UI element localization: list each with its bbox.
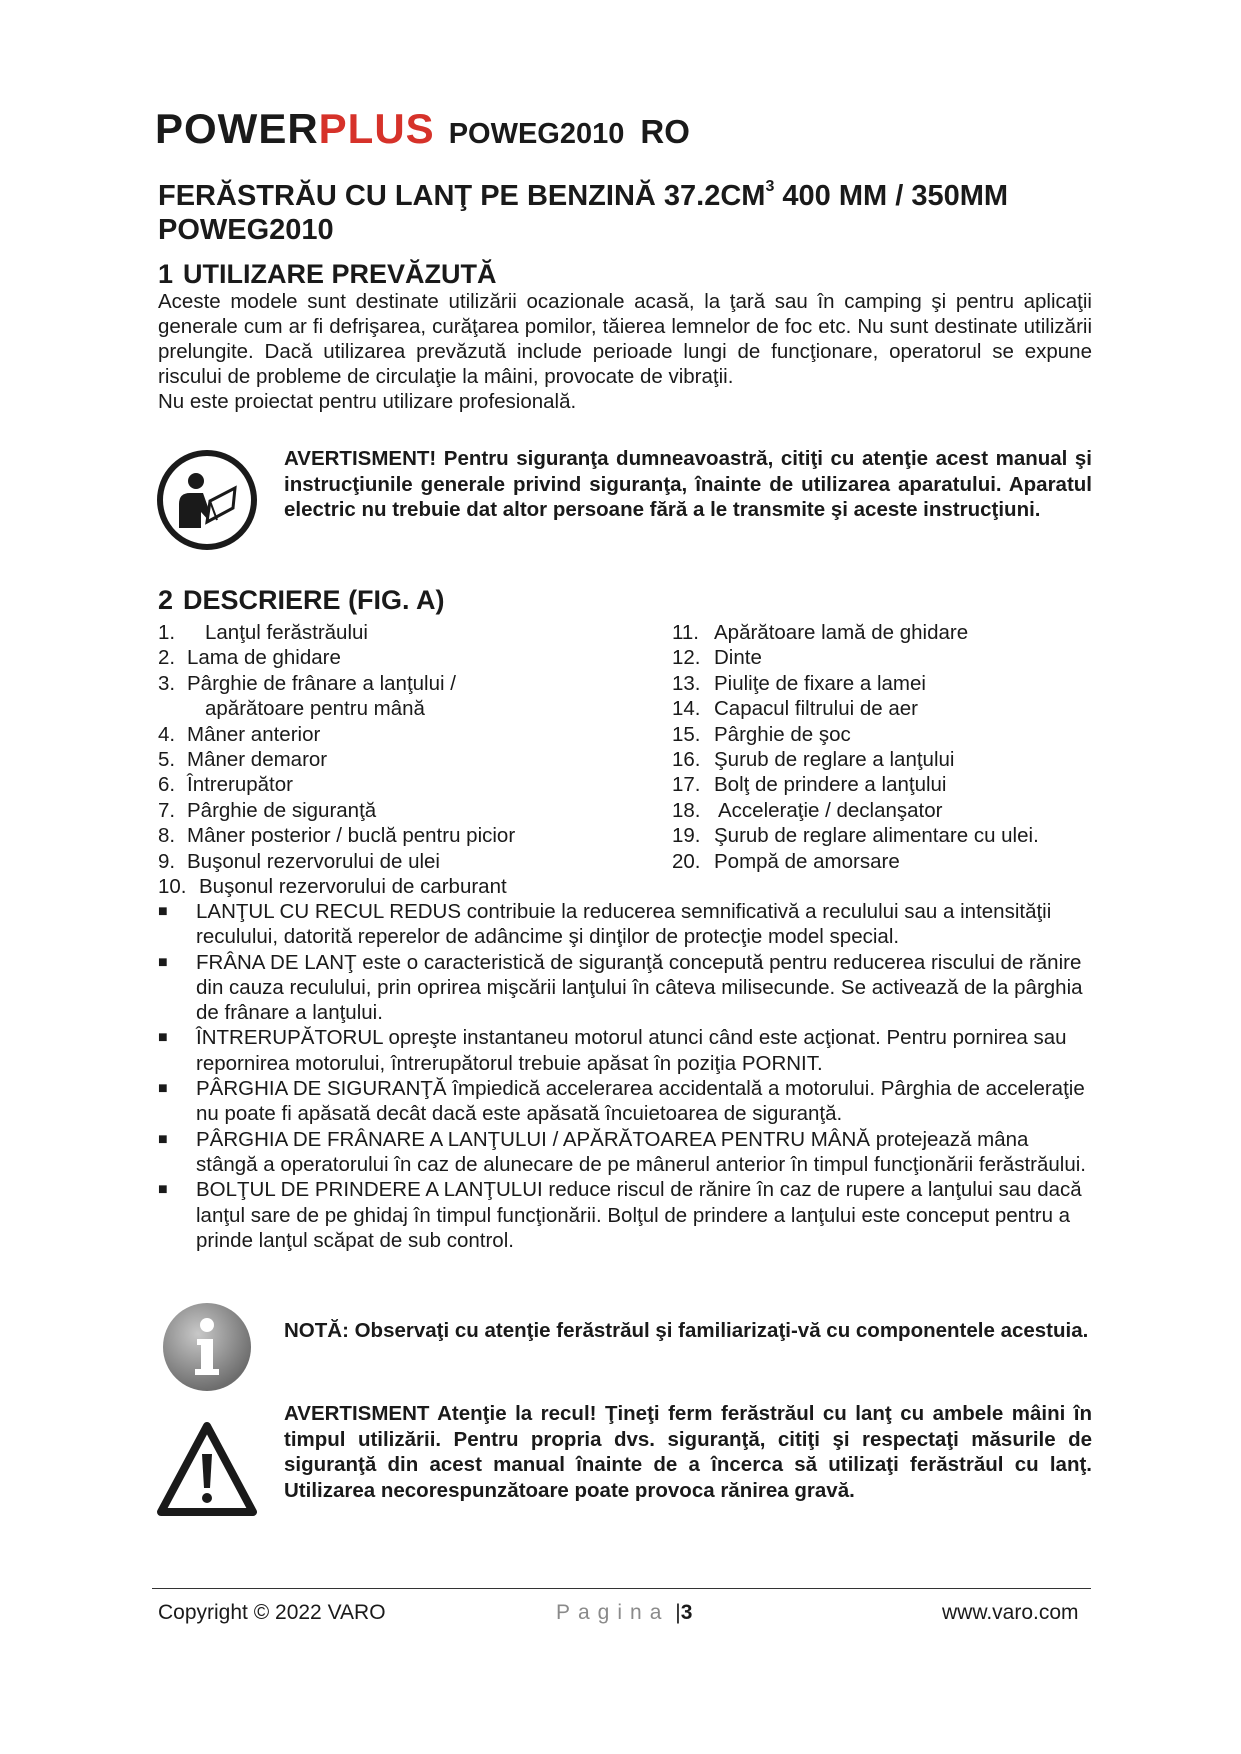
bullet-item: ■ LANŢUL CU RECUL REDUS contribuie la reducerea semnificativă a reculului sau a intensităţii reculului, datorită reperelor de adâncime şi dinţilor de protecţie model special. — [158, 900, 1052, 949]
list-item: 1. Lanţul ferăstrăului — [158, 621, 368, 644]
list-item: 14. Capacul filtrului de aer — [672, 697, 918, 721]
section-1-warning: AVERTISMENT! Pentru siguranţa dumneavoastră, citiţi cu atenţie acest manual şi instrucţiunile generale privind siguranţa, înainte de utilizarea aparatului. Aparatul electric nu trebuie dat altor persoane fără a le transmite şi aceste instrucţiuni. — [284, 447, 1092, 521]
header — [155, 105, 690, 153]
parts-list-left — [158, 620, 658, 899]
note-text: NOTĂ: Observaţi cu atenţie ferăstrăul şi familiarizaţi-vă cu componentele acestuia. — [284, 1319, 1089, 1342]
footer-copyright: Copyright © 2022 VARO — [158, 1601, 386, 1624]
model-code: POWEG2010 — [448, 118, 625, 150]
list-item: 18. Acceleraţie / declanşator — [672, 798, 943, 822]
bullet-item: ■ FRÂNA DE LANŢ este o caracteristică de siguranţă concepută pentru reducerea riscului de rănire din cauza reculului, prin oprirea mişcării lanţului în câteva milisecunde. Se activează de la pârghia de frânare a lanţului. — [158, 950, 1083, 1025]
list-item: 4. Mâner anterior — [158, 722, 321, 746]
section-1-body — [158, 289, 1092, 414]
list-item: apărătoare pentru mână — [205, 697, 425, 721]
bullet-item: ■ BOLŢUL DE PRINDERE A LANŢULUI reduce riscul de rănire în caz de rupere a lanţului sau dacă lanţul sare de pe ghidaj în timpul funcţionării. Bolţul de prindere a lanţului este conceput pentru a prinde lanţul scăpat de sub control. — [158, 1178, 1082, 1252]
list-item: 19. Şurub de reglare alimentare cu ulei. — [672, 824, 1039, 848]
bullet-item: ■ ÎNTRERUPĂTORUL opreşte instantaneu motorul atunci când este acţionat. Pentru pornirea sau repornirea motorului, întrerupătorul trebuie apăsat în poziţia PORNIT. — [158, 1026, 1067, 1075]
list-item: 16. Şurub de reglare a lanţului — [672, 748, 955, 772]
brand-logo: POWERPLUS — [155, 105, 435, 152]
list-item: 10. Buşonul rezervorului de carburant — [158, 875, 507, 899]
list-item: 13. Piuliţe de fixare a lamei — [672, 671, 926, 695]
list-item: 6. Întrerupător — [158, 773, 293, 797]
bullet-item: ■ PÂRGHIA DE SIGURANŢĂ împiedică accelerarea accidentală a motorului. Pârghia de acceleraţie nu poate fi apăsată decât dacă este apăsată încuietoarea de siguranţă. — [158, 1077, 1085, 1126]
section-1-heading: 1 UTILIZARE PREVĂZUTĂ — [158, 259, 497, 289]
title-line-1: FERĂSTRĂU CU LANŢ PE BENZINĂ $37.2CM^3$ 400 MM / 350MM — [158, 178, 1009, 212]
list-item: 9. Buşonul rezervorului de ulei — [158, 849, 440, 873]
info-icon — [155, 1295, 259, 1399]
intended-use-note: Nu este proiectat pentru utilizare profesională. — [158, 390, 577, 413]
list-item: 15. Pârghie de şoc — [672, 722, 851, 746]
read-manual-icon — [155, 448, 259, 552]
list-item: 17. Bolţ de prindere a lanţului — [672, 773, 947, 797]
bullet-item: ■ PÂRGHIA DE FRÂNARE A LANŢULUI / APĂRĂTOAREA PENTRU MÂNĂ protejează mâna stângă a operatorului în caz de alunecare de pe mânerul anterior în timpul funcţionării ferăstrăului. — [158, 1127, 1086, 1176]
list-item: 8. Mâner posterior / buclă pentru picior — [158, 824, 516, 848]
list-item: 12. Dinte — [672, 646, 762, 670]
parts-list-right — [672, 620, 1092, 874]
recoil-warning: AVERTISMENT Atenţie la recul! Ţineţi ferm ferăstrăul cu lanţ cu ambele mâini în timpul utilizării. Pentru propria dvs. siguranţă, citiţi şi respectaţi măsurile de siguranţă din acest manual înainte de a încerca să utilizaţi ferăstrăul cu lanţ. Utilizarea necorespunzătoare poate provoca rănirea gravă. — [284, 1402, 1092, 1502]
intended-use-paragraph: Aceste modele sunt destinate utilizării ocazionale acasă, la ţară sau în camping şi pentru aplicaţii generale cum ar fi defrişarea, curăţarea pomilor, tăierea lemnelor de foc etc. Nu sunt destinate utilizării prelungite. Dacă utilizarea prevăzută include perioade lungi de funcţionare, operatorul se expune riscului de probleme de circulaţie la mâini, provocate de vibraţii. — [158, 290, 1092, 388]
footer-page: Pagina |3 — [556, 1601, 693, 1624]
list-item: 11. Apărătoare lamă de ghidare — [672, 621, 969, 644]
document-title — [158, 170, 1108, 247]
title-line-2: POWEG2010 — [158, 214, 334, 246]
footer-website[interactable]: www.varo.com — [942, 1601, 1079, 1624]
list-item: 3. Pârghie de frânare a lanţului / — [158, 671, 456, 695]
list-item: 20. Pompă de amorsare — [672, 849, 900, 873]
list-item: 7. Pârghie de siguranţă — [158, 798, 377, 822]
section-2-heading: 2 DESCRIERE (FIG. A) — [158, 585, 445, 615]
language-code: RO — [640, 113, 690, 150]
list-item: 5. Mâner demaror — [158, 748, 328, 772]
warning-triangle-icon — [155, 1418, 259, 1522]
footer-divider — [152, 1588, 1091, 1589]
list-item: 2. Lama de ghidare — [158, 646, 341, 670]
feature-bullets — [158, 899, 1092, 1253]
